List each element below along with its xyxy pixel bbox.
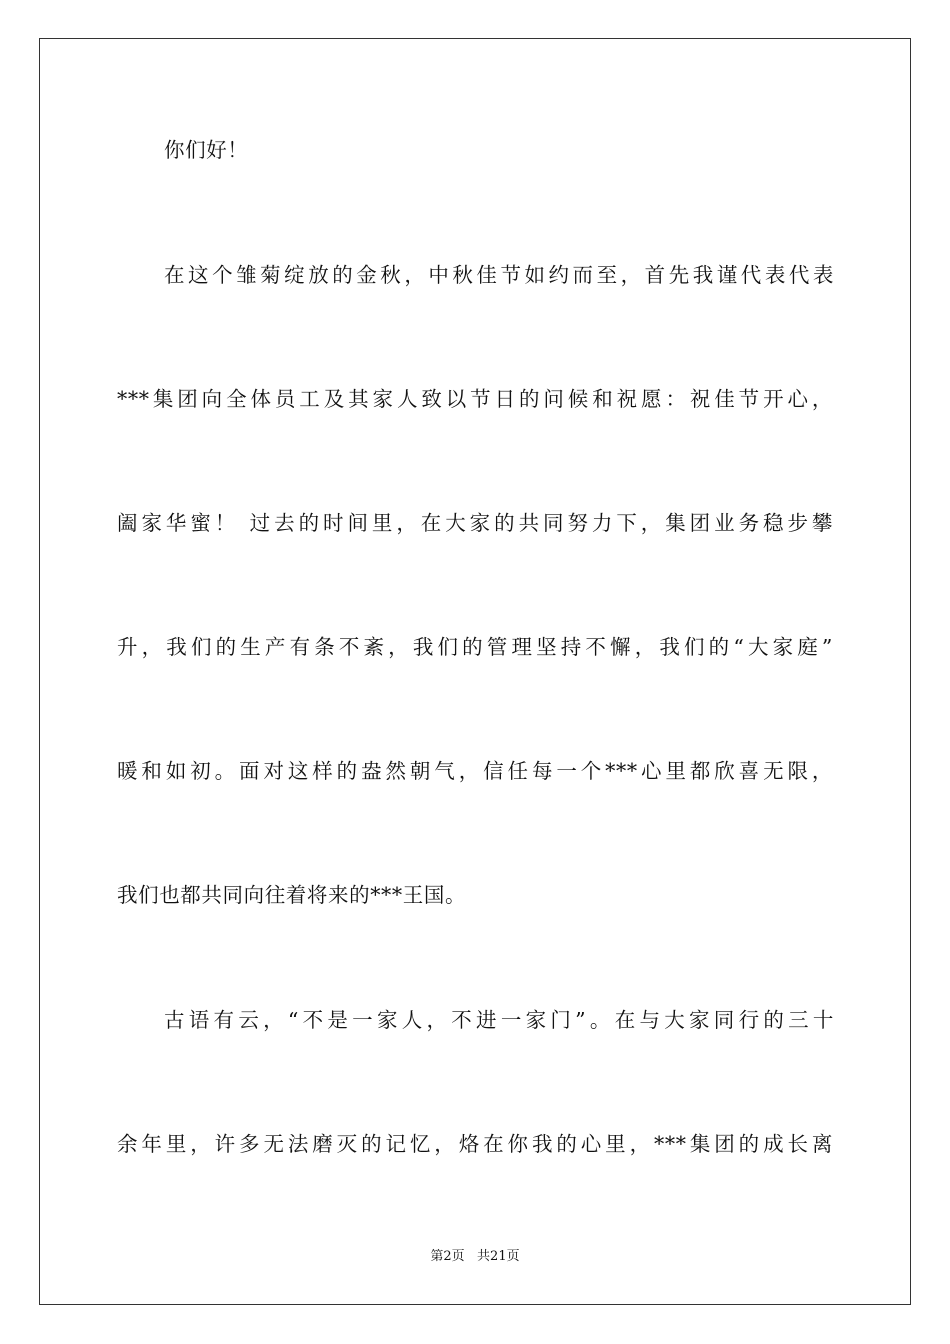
paragraph-line: 余年里，许多无法磨灭的记忆，烙在你我的心里，***集团的成长离 — [117, 1132, 833, 1156]
paragraph-line: 在这个雏菊绽放的金秋，中秋佳节如约而至，首先我谨代表代表 — [164, 263, 834, 287]
greeting-line: 你们好！ — [164, 138, 249, 162]
page-border — [39, 38, 911, 1305]
page-number-footer: 第2页 共21页 — [430, 1249, 520, 1264]
paragraph-line: 阖家华蜜！ 过去的时间里，在大家的共同努力下，集团业务稳步攀 — [117, 511, 833, 535]
paragraph-line: 我们也都共同向往着将来的***王国。 — [117, 883, 467, 907]
paragraph-line: 升，我们的生产有条不紊，我们的管理坚持不懈，我们的“大家庭” — [117, 635, 833, 659]
paragraph-line: 古语有云，“不是一家人，不进一家门”。在与大家同行的三十 — [164, 1008, 834, 1032]
paragraph-line: ***集团向全体员工及其家人致以节日的问候和祝愿：祝佳节开心， — [117, 387, 833, 411]
paragraph-line: 暖和如初。面对这样的盎然朝气，信任每一个***心里都欣喜无限， — [117, 759, 833, 783]
